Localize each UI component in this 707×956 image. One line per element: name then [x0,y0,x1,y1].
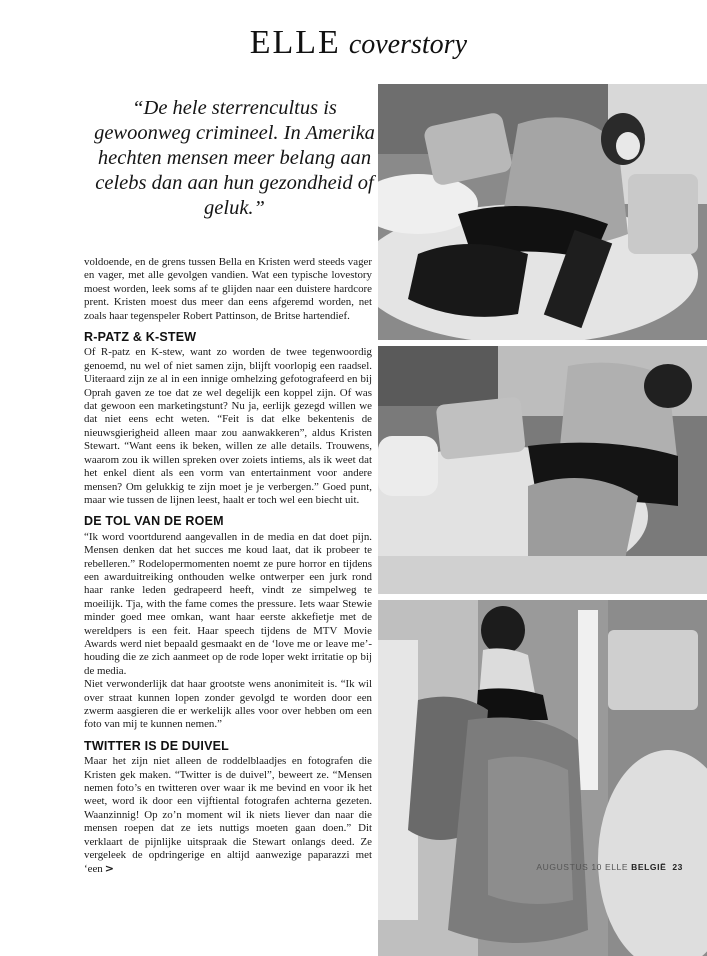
photo-sofa-hands [378,346,707,594]
paragraph-twitter-text: Maar het zijn niet alleen de roddelblaadjes en fotografen die Kristen gek maken. “Twitter is de duivel”, beweert ze. “Mensen nemen foto’s en twitteren over waar ik me bevind en voor ik het weet, word ik door een vijftiental fotografen achterna gezeten. Waanzinnig! Op zo’n moment wil ik niets liever dan naar die mensen roepen dat ze iets nuttigs moeten gaan doen.” Dit verklaart de pijnlijke uitspraak die Stewart onlangs deed. Ze vergeleek de opdringerige en altijd aanwezige paparazzi met ‘een [84,755,372,876]
subheading-tol-van-de-roem: DE TOL VAN DE ROEM [84,514,224,529]
pull-quote: “De hele sterrencultus is gewoonweg crimineel. In Amerika hechten mensen meer belang aan celebs dan aan hun gezondheid of geluk.” [94,97,375,219]
paragraph-roem-1: “Ik word voortdurend aangevallen in de media en dat doet pijn. Mensen denken dat het succes me koud laat, dat ik probeer te rebelleren.” Rodelopermomenten noemt ze pure horror en tijdens een awarduitreiking onthouden welke ontwerper een jurk rond haar ranke leden gedrapeerd heeft, vindt ze simpelweg te moeilijk. Tja, with the fame comes the pressure. Iets waar Stewie minder goed mee omkan, want haar eerste akkefietje met de wereldpers is een feit. Haar speech tijdens de MTV Movie Awards werd niet bepaald gesmaakt en de ‘love me or leave me’-houding die ze zich aanmeet op de rode loper wekt irritatie op bij de media. [84,530,372,677]
paragraph-rpatz-1: Of R-patz en K-stew, want zo worden de twee tegenwoordig genoemd, nu wel of niet samen zijn, blijft voorlopig een raadsel. Uiteraard zijn ze al in een innige omhelzing gefotografeerd en bij Oprah gaven ze toe dat ze wel degelijk een koppel zijn. Of was dat gewoon een marketingstunt? Nu ja, eerlijk gezegd willen we dat niet eens echt weten. “Feit is dat elke bekentenis de nieuwsgierigheid alleen maar zou aanwakkeren”, aldus Kristen Stewart. “Want eens ik beken, willen ze alle details. Trouwens, waarom zou ik willen spreken over zoiets intiems, als ik weet dat het enkel dient als een vorm van entertainment voor andere mensen? Om gelukkig te zijn moet je je verbergen.” Goed punt, maar wie tussen de lijnen leest, haalt er toch wel een biecht uit. [84,346,372,506]
photo-dress-back-image [378,600,707,956]
footer-edition: BELGIË [631,862,667,872]
photo-sofa-hands-image [378,346,707,594]
photo-sofa-curled [378,84,707,340]
page-number: 23 [672,862,683,872]
page-footer [536,862,683,872]
subheading-twitter-is-de-duivel: TWITTER IS DE DUIVEL [84,738,229,753]
subheading-rpatz-kstew: R-PATZ & K-STEW [84,330,197,345]
continue-arrow-icon: > [104,862,114,876]
paragraph-roem-2: Niet verwonderlijk dat haar grootste wens anonimiteit is. “Ik wil over straat kunnen lopen zonder gevolgd te worden door een zwerm aasgieren die er werkelijk alles voor over hebben om een foto van mij te kunnen nemen.” [84,678,372,731]
section-title: coverstory [348,29,467,60]
footer-issue: AUGUSTUS 10 ELLE [536,862,629,872]
paragraph-twitter-1 [84,755,372,877]
intro-paragraph: voldoende, en de grens tussen Bella en Kristen werd steeds vager en vager, met alle gevolgen vandien. Wat een typische lovestory moest worden, leek soms af te glijden naar een duistere hardcore prent. Kristen moest dus meer dan eens afgeremd worden, net zoals haar tegenspeler Robert Pattinson, de Britse hartendief. [84,256,372,322]
magazine-logo: ELLE [249,24,341,61]
photo-sofa-curled-image [378,84,707,340]
page-header [250,24,467,62]
article-body [84,256,372,877]
photo-dress-back [378,600,707,956]
